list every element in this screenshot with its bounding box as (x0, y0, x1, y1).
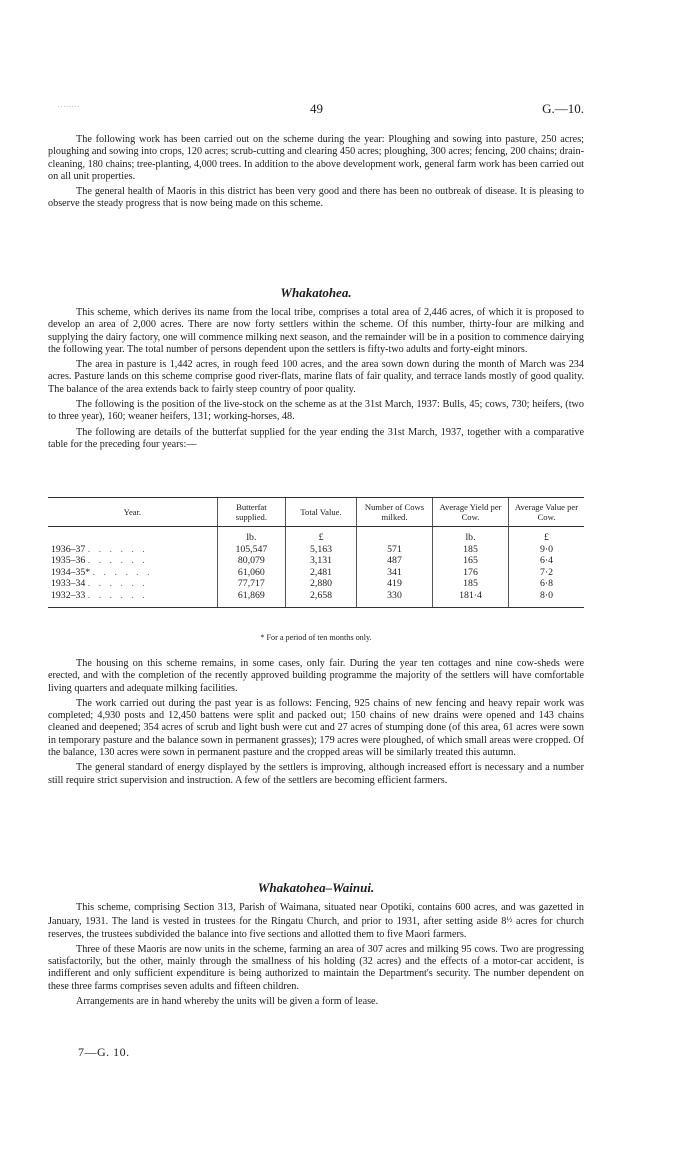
paragraph: The housing on this scheme remains, in some cases, only fair. During the year ten cottages and nine cow-sheds were erected, and with the completion of the recently approved building programme the majority of the settlers will have comfortable living quarters and adequate milking facilities. (48, 658, 584, 694)
paragraph: The following work has been carried out on the scheme during the year: Ploughing and sowing into pasture, 250 acres; ploughing and sowing into crops, 120 acres; scrub-cutting and clearing 450 acres; ploughing, 300 acres; fencing, 200 chains; drain-cleaning, 180 chains; tree-planting, 4,000 trees. In addition to the above development work, general farm work has been carried out on all unit properties. (48, 134, 584, 182)
unit-cell: lb. (217, 527, 285, 544)
avg-yield-cell: 176 (433, 567, 509, 579)
col-header-avg-value: Average Value per Cow. (508, 498, 584, 527)
avg-yield-cell: 185 (433, 578, 509, 590)
avg-value-cell: 9·0 (508, 544, 584, 556)
total-value-cell: 2,658 (286, 590, 357, 608)
unit-cell (48, 527, 217, 544)
avg-yield-cell: 165 (433, 555, 509, 567)
total-value-cell: 2,481 (286, 567, 357, 579)
table-row (48, 567, 584, 579)
col-header-cows: Number of Cows milked. (357, 498, 433, 527)
total-value-cell: 3,131 (286, 555, 357, 567)
table-row (48, 544, 584, 556)
col-header-butterfat: Butterfat supplied. (217, 498, 285, 527)
page-signature: 7—G. 10. (78, 1045, 130, 1059)
total-value-cell: 2,880 (286, 578, 357, 590)
page-number: 49 (310, 101, 323, 116)
cows-cell: 419 (357, 578, 433, 590)
butterfat-cell: 61,869 (217, 590, 285, 608)
table-row (48, 590, 584, 608)
unit-cell (357, 527, 433, 544)
paragraph: This scheme, which derives its name from the local tribe, comprises a total area of 2,446 acres, of which it is proposed to develop an area of 2,000 acres. There are now forty settlers within the scheme. Of this number, thirty-four are milking and supplying the dairy factory, one will commence milking next season, and the remainder will be in a position to commence dairying the following year. The total number of persons dependent upon the settlers is fifty-two adults and forty-eight minors. (48, 307, 584, 355)
avg-value-cell: 7·2 (508, 567, 584, 579)
fraction: ½ (506, 915, 513, 925)
avg-value-cell: 6·8 (508, 578, 584, 590)
paragraph: The following are details of the butterfat supplied for the year ending the 31st March, 1937, together with a comparative table for the preceding four years:— (48, 426, 584, 450)
year-cell: 1933–34 . . . . . . (51, 578, 148, 589)
butterfat-cell: 105,547 (217, 544, 285, 556)
paragraph: The area in pasture is 1,442 acres, in rough feed 100 acres, and the area sown down during the month of March was 234 acres. Pasture lands on this scheme comprise good river-flats, marine flats of fair quality, and terrace lands mostly of good quality. The balance of the area extends back to fairly steep country of poor quality. (48, 359, 584, 395)
section-title: Whakatohea. (280, 285, 352, 300)
table-footnote: * For a period of ten months only. (260, 633, 372, 642)
total-value-cell: 5,163 (286, 544, 357, 556)
table-header-row (48, 498, 584, 527)
page-header (48, 101, 584, 121)
intro-section (48, 134, 584, 214)
paragraph: The general health of Maoris in this district has been very good and there has been no outbreak of disease. It is pleasing to observe the steady progress that is now being made on this scheme. (48, 186, 584, 210)
cows-cell: 487 (357, 555, 433, 567)
avg-value-cell: 6·4 (508, 555, 584, 567)
year-cell: 1936–37 . . . . . . (51, 543, 148, 555)
col-header-year: Year. (48, 498, 217, 527)
section-title: Whakatohea–Wainui. (257, 880, 375, 895)
wainui-section (48, 902, 584, 1011)
avg-yield-cell: 181·4 (433, 590, 509, 608)
cows-cell: 330 (357, 590, 433, 608)
year-cell: 1935–36 . . . . . . (51, 555, 148, 566)
report-code: G.—10. (542, 101, 584, 116)
butterfat-cell: 77,717 (217, 578, 285, 590)
table-row (48, 555, 584, 567)
col-header-avg-yield: Average Yield per Cow. (433, 498, 509, 527)
corner-mark: ........ (58, 101, 80, 109)
avg-yield-cell: 185 (433, 544, 509, 556)
units-row (48, 527, 584, 544)
butterfat-cell: 61,060 (217, 567, 285, 579)
paragraph: Three of these Maoris are now units in the scheme, farming an area of 307 acres and milking 95 cows. Two are progressing satisfactorily, but the other, mainly through the smallness of his holding (32 acres) and the effects of a motor-car accident, is indifferent and only sufficient expenditure is being authorized to maintain the Department's security. The number dependent on these three farms comprises seven adults and fifteen children. (48, 943, 584, 992)
paragraph: The general standard of energy displayed by the settlers is improving, although increased effort is necessary and a number still require strict supervision and instruction. A few of the settlers are becoming efficient farmers. (48, 762, 584, 786)
butterfat-table (48, 497, 584, 608)
year-cell: 1934–35* . . . . . . (51, 566, 153, 578)
year-cell: 1932–33 . . . . . . (48, 590, 217, 608)
col-header-total-value: Total Value. (286, 498, 357, 527)
paragraph: This scheme, comprising Section 313, Parish of Waimana, situated near Opotiki, contains 600 acres, and was gazetted in January, 1931. The land is vested in trustees for the Ringatu Church, and prior to 1931, after setting aside 8½ acres for church reserves, the trustees subdivided the balance into five sections and allotted them to five Maori farmers. (48, 902, 584, 940)
unit-cell: lb. (433, 527, 509, 544)
paragraph: Arrangements are in hand whereby the units will be given a form of lease. (76, 996, 379, 1008)
butterfat-cell: 80,079 (217, 555, 285, 567)
section-heading-whakatohea (48, 285, 584, 301)
avg-value-cell: 8·0 (508, 590, 584, 608)
whakatohea-continued (48, 658, 584, 790)
unit-cell: £ (508, 527, 584, 544)
paragraph: The work carried out during the past year is as follows: Fencing, 925 chains of new fencing and heavy repair work was completed; 4,930 posts and 12,450 battens were split and packed out; 150 chains of new drains were opened and 143 chains cleaned and deepened; 354 acres of scrub and light bush were cut and 27 acres of stumping done (of this area, 61 acres were sown in temporary pasture and the balance sown in permanent grasses); 179 acres were ploughed, of which small areas were cropped. Of the balance, 130 acres were sown in permanent pasture and the cropped areas will be similarly treated this autumn. (48, 697, 584, 759)
section-heading-wainui (48, 880, 584, 896)
table-row (48, 578, 584, 590)
paragraph: The following is the position of the live-stock on the scheme as at the 31st March, 1937: Bulls, 45; cows, 730; heifers, (two to three year), 160; weaner heifers, 131; working-horses, 48. (48, 399, 584, 423)
unit-cell: £ (286, 527, 357, 544)
cows-cell: 571 (357, 544, 433, 556)
whakatohea-section (48, 307, 584, 454)
cows-cell: 341 (357, 567, 433, 579)
